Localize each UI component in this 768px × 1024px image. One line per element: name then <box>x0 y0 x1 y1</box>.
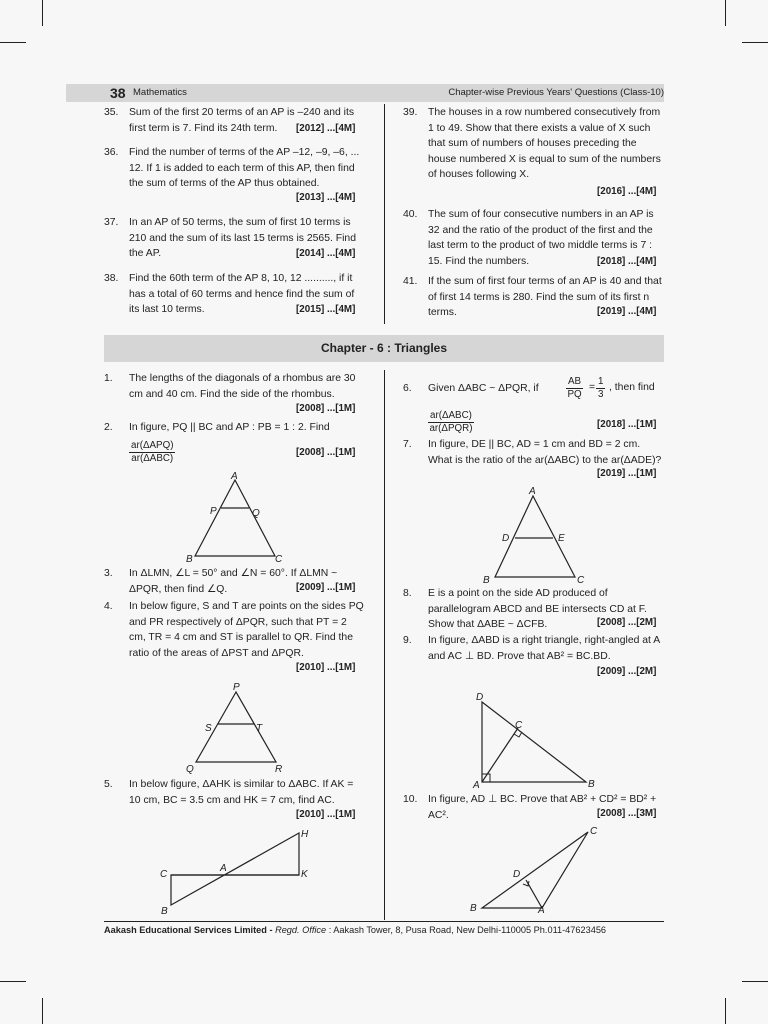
book-title: Chapter-wise Previous Years' Questions (Class-10) <box>448 87 664 98</box>
question-number: 3. <box>104 568 113 579</box>
label-C: C <box>515 720 523 731</box>
question-number: 9. <box>403 635 412 646</box>
question-number: 37. <box>104 217 119 228</box>
question-mark: [2019] ...[1M] <box>597 468 657 479</box>
question-mark: [2008] ...[1M] <box>296 447 356 458</box>
question-mark: [2010] ...[1M] <box>296 809 356 820</box>
question-number: 41. <box>403 276 418 287</box>
label-C: C <box>577 575 585 586</box>
crop-mark <box>0 981 26 982</box>
question-mark: [2013] ...[4M] <box>296 192 356 203</box>
figure-q5-triangles <box>155 825 325 920</box>
question-number: 39. <box>403 107 418 118</box>
label-C: C <box>275 554 283 565</box>
label-D: D <box>502 533 510 544</box>
label-A: A <box>220 863 227 874</box>
label-S: S <box>205 723 212 734</box>
crop-mark <box>742 981 768 982</box>
label-A: A <box>473 780 480 791</box>
label-Q: Q <box>186 764 194 775</box>
question-mark: [2008] ...[3M] <box>597 808 657 819</box>
fraction-numerator: 1 <box>598 376 604 387</box>
fraction-numerator: ar(ΔABC) <box>430 410 472 421</box>
crop-mark <box>42 0 43 26</box>
question-mark: [2008] ...[1M] <box>296 403 356 414</box>
label-D: D <box>513 869 521 880</box>
question-text: The sum of four consecutive numbers in an AP is 32 and the ratio of the product of the first and the last term to the product of two middle terms is 7 : 15. Find the numbers. <box>428 209 654 267</box>
question-text: The lengths of the diagonals of a rhombus are 30 cm and 40 cm. Find the side of the rhombus. <box>129 373 356 400</box>
figure-q7-triangle <box>478 484 588 586</box>
figure-q2-triangle <box>180 470 290 565</box>
question-number: 4. <box>104 601 113 612</box>
label-C: C <box>590 826 598 837</box>
question-number: 8. <box>403 588 412 599</box>
triangle-question <box>403 633 665 664</box>
footer-regd: Regd. Office <box>275 925 327 935</box>
area-ratio-fraction <box>129 440 175 465</box>
label-B: B <box>483 575 490 586</box>
label-C: C <box>160 869 168 880</box>
triangle-question <box>104 599 366 661</box>
footer-company: Aakash Educational Services Limited - <box>104 925 273 935</box>
label-A: A <box>529 486 536 497</box>
label-B: B <box>161 906 168 917</box>
question-mark: [2018] ...[1M] <box>597 419 657 430</box>
ap-question <box>104 145 366 192</box>
triangle-question <box>104 371 366 402</box>
question-mark: [2012] ...[4M] <box>296 123 356 134</box>
label-P: P <box>233 682 240 693</box>
question-text: In figure, PQ || BC and AP : PB = 1 : 2. Find <box>129 422 330 433</box>
label-B: B <box>588 779 595 790</box>
label-A: A <box>231 471 238 482</box>
question-mark: [2009] ...[1M] <box>296 582 356 593</box>
label-A: A <box>538 905 545 916</box>
triangle-question <box>104 777 366 808</box>
footer <box>104 925 606 935</box>
question-mark: [2015] ...[4M] <box>296 304 356 315</box>
crop-mark <box>42 998 43 1024</box>
footer-rule <box>104 921 664 922</box>
column-divider <box>384 104 385 324</box>
question-mark: [2014] ...[4M] <box>296 248 356 259</box>
question-text: In below figure, S and T are points on the sides PQ and PR respectively of ΔPQR, such that PT = 2 cm, TR = 4 cm and ST is parallel to QR. Find the ratio of the areas of ΔPST and ΔPQR. <box>129 601 364 659</box>
question-text: In figure, AD ⊥ BC. Prove that AB² + CD² = BD² + AC². <box>428 794 657 821</box>
triangle-question <box>403 437 665 468</box>
fraction-numerator: ar(ΔAPQ) <box>131 440 174 451</box>
question-number: 35. <box>104 107 119 118</box>
subject-title: Mathematics <box>133 87 187 98</box>
question-text: In figure, ΔABD is a right triangle, right-angled at A and AC ⊥ BD. Prove that AB² = BC.BD. <box>428 635 660 662</box>
label-D: D <box>476 692 484 703</box>
fraction-denominator: PQ <box>567 389 582 400</box>
label-T: T <box>256 723 263 734</box>
question-number: 2. <box>104 422 113 433</box>
question-number: 10. <box>403 794 418 805</box>
label-R: R <box>275 764 283 775</box>
question-mark: [2016] ...[4M] <box>597 186 657 197</box>
question-text: If the sum of first four terms of an AP is 40 and that of first 14 terms is 280. Find the sum of its first n terms. <box>428 276 662 318</box>
figure-q4-triangle <box>180 680 290 775</box>
question-text: Given ΔABC ~ ΔPQR, if <box>428 383 539 394</box>
crop-mark <box>725 998 726 1024</box>
question-text: In figure, DE || BC, AD = 1 cm and BD = 2 cm. What is the ratio of the ar(ΔABC) to the ar(ΔADE)? <box>428 439 662 466</box>
question-text: The houses in a row numbered consecutively from 1 to 49. Show that there exists a value of X such that sum of numbers of houses preceding the house numbered X is equal to sum of the numbers of houses following X. <box>428 107 661 180</box>
question-text: In an AP of 50 terms, the sum of first 10 terms is 210 and the sum of its last 15 terms is 2565. Find the AP. <box>129 217 356 259</box>
label-B: B <box>470 903 477 914</box>
question-number: 36. <box>104 147 119 158</box>
question-number: 6. <box>403 383 412 394</box>
label-K: K <box>301 869 308 880</box>
question-text: In below figure, ΔAHK is similar to ΔABC. If AK = 10 cm, BC = 3.5 cm and HK = 7 cm, find AC. <box>129 779 354 806</box>
equals-sign: = <box>589 382 596 393</box>
footer-address: : Aakash Tower, 8, Pusa Road, New Delhi-110005 Ph.011-47623456 <box>328 925 607 935</box>
label-H: H <box>301 829 309 840</box>
question-text: Find the number of terms of the AP –12, –9, –6, ... 12. If 1 is added to each term of this AP, then find the sum of terms of the AP thus obtained. <box>129 147 360 189</box>
label-Q: Q <box>252 508 260 519</box>
question-text: Find the 60th term of the AP 8, 10, 12 .........., if it has a total of 60 terms and hence find the sum of its last 10 terms. <box>129 273 355 315</box>
question-text: In ΔLMN, ∠L = 50° and ∠N = 60°. If ΔLMN ~ ΔPQR, then find ∠Q. <box>129 568 338 595</box>
fraction-denominator: ar(ΔPQR) <box>429 423 473 434</box>
label-E: E <box>558 533 565 544</box>
question-mark: [2008] ...[2M] <box>597 617 657 628</box>
crop-mark <box>0 42 26 43</box>
label-B: B <box>186 554 193 565</box>
question-mark: [2009] ...[2M] <box>597 666 657 677</box>
ap-question <box>403 105 665 183</box>
label-P: P <box>210 506 217 517</box>
side-ratio-fraction <box>566 376 583 401</box>
question-text: , then find <box>609 382 655 393</box>
figure-q9-right-triangle <box>470 688 610 793</box>
question-mark: [2010] ...[1M] <box>296 662 356 673</box>
crop-mark <box>725 0 726 26</box>
question-number: 40. <box>403 209 418 220</box>
question-mark: [2019] ...[4M] <box>597 306 657 317</box>
question-text: E is a point on the side AD produced of parallelogram ABCD and BE intersects CD at F. Show that ΔABE ~ ΔCFB. <box>428 588 647 630</box>
area-ratio-fraction <box>428 410 474 435</box>
crop-mark <box>742 42 768 43</box>
triangle-question <box>104 420 366 436</box>
ratio-value-fraction <box>596 376 605 401</box>
fraction-denominator: 3 <box>598 389 604 400</box>
question-number: 1. <box>104 373 113 384</box>
page-number: 38 <box>110 85 126 101</box>
question-mark: [2018] ...[4M] <box>597 256 657 267</box>
question-number: 7. <box>403 439 412 450</box>
fraction-denominator: ar(ΔABC) <box>131 453 174 464</box>
question-text: Sum of the first 20 terms of an AP is –240 and its first term is 7. Find its 24th term. <box>129 107 355 134</box>
chapter-title: Chapter - 6 : Triangles <box>104 335 664 362</box>
figure-q10-triangle <box>466 822 606 917</box>
fraction-numerator: AB <box>568 376 582 387</box>
column-divider <box>384 370 385 920</box>
question-number: 5. <box>104 779 113 790</box>
question-number: 38. <box>104 273 119 284</box>
